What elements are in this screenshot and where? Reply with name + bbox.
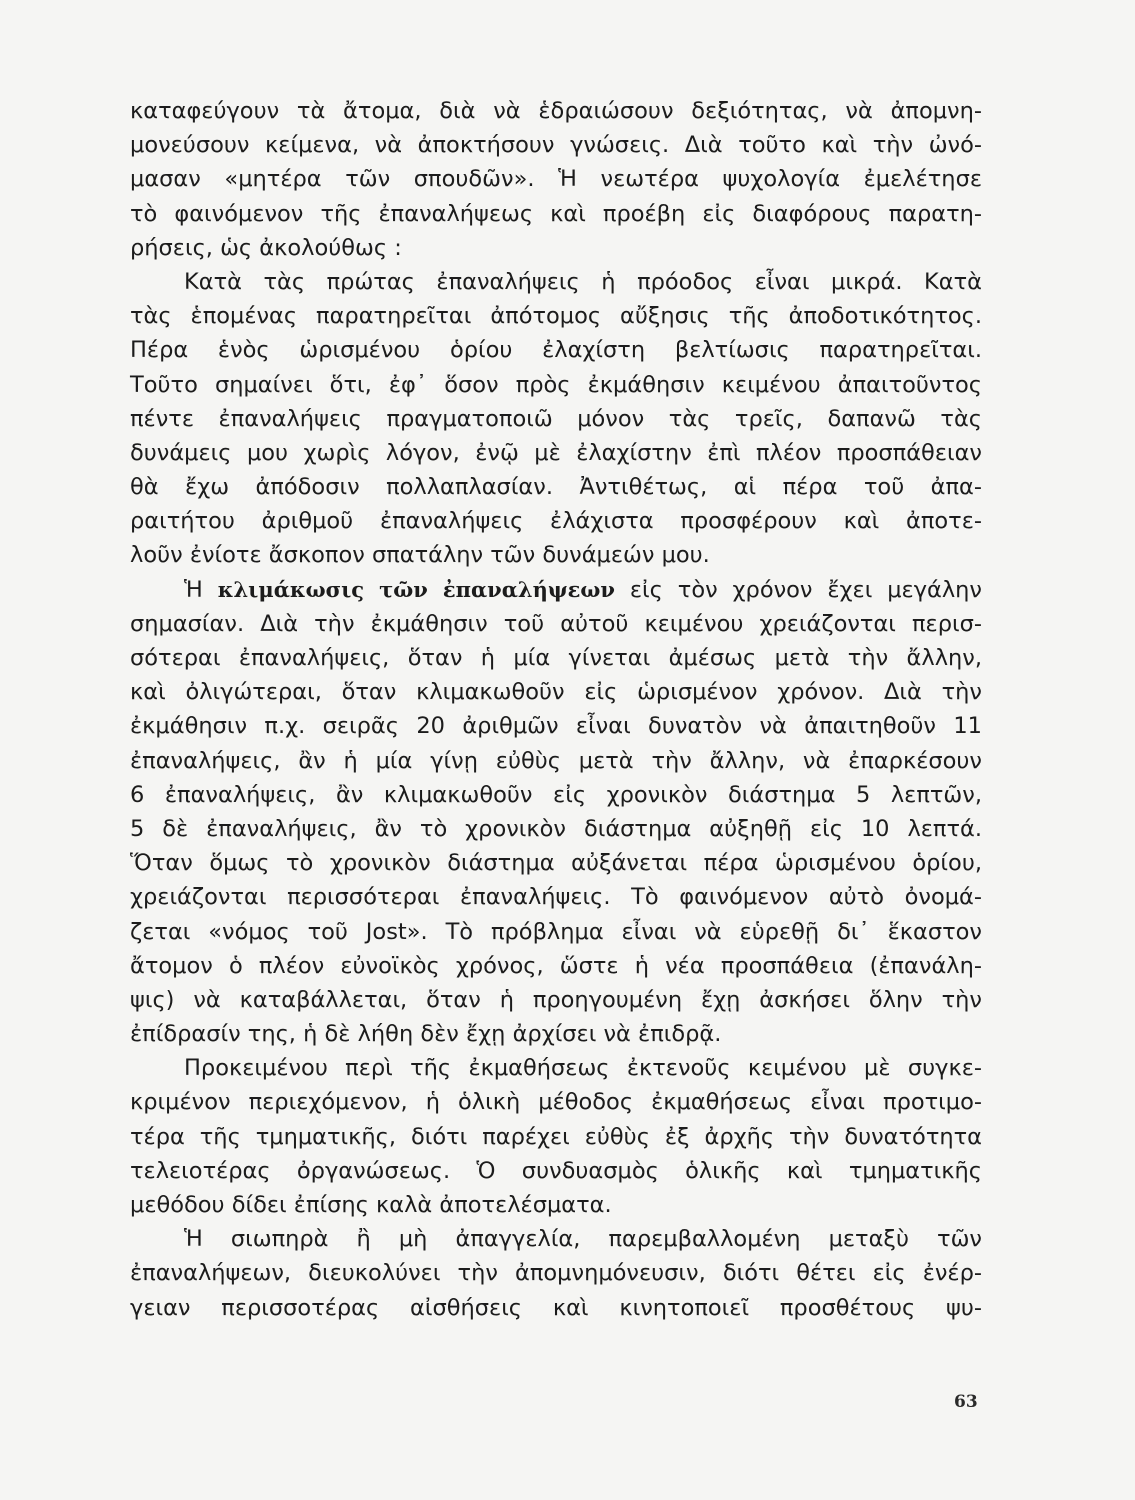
text-line: δυνάμεις μου χωρὶς λόγον, ἐνῷ μὲ ἐλαχίστην ἐπὶ πλέον προσπάθειαν [130, 439, 982, 466]
text-line: ρήσεις, ὡς ἀκολούθως : [130, 234, 402, 261]
text-line: ἐκμάθησιν π.χ. σειρᾶς 20 ἀριθμῶν εἶναι δυνατὸν νὰ ἀπαιτηθοῦν 11 [130, 713, 982, 740]
text-line: θὰ ἔχω ἀπόδοσιν πολλαπλασίαν. Ἀντιθέτως, αἱ πέρα τοῦ ἀπα- [130, 474, 982, 501]
text-line: 5 δὲ ἐπαναλήψεις, ἂν τὸ χρονικὸν διάστημα αὐξηθῇ εἰς 10 λεπτά. [130, 815, 982, 842]
text-line: σημασίαν. Διὰ τὴν ἐκμάθησιν τοῦ αὐτοῦ κειμένου χρειάζονται περισ- [130, 610, 982, 637]
text-line: λοῦν ἐνίοτε ἄσκοπον σπατάλην τῶν δυνάμεών μου. [130, 542, 710, 569]
text-line: γειαν περισσοτέρας αἰσθήσεις καὶ κινητοποιεῖ προσθέτους ψυ- [130, 1294, 982, 1321]
text-line: κριμένον περιεχόμενον, ἡ ὁλικὴ μέθοδος ἐκμαθήσεως εἶναι προτιμο- [130, 1089, 982, 1116]
text-line: μεθόδου δίδει ἐπίσης καλὰ ἀποτελέσματα. [130, 1192, 612, 1218]
text-line: πέντε ἐπαναλήψεις πραγματοποιῶ μόνον τὰς τρεῖς, δαπανῶ τὰς [130, 405, 982, 432]
text-line: μονεύσουν κείμενα, νὰ ἀποκτήσουν γνώσεις. Διὰ τοῦτο καὶ τὴν ὠνό- [130, 132, 982, 159]
text-line: Ὅταν ὅμως τὸ χρονικὸν διάστημα αὐξάνεται πέρα ὡρισμένου ὁρίου, [130, 850, 982, 877]
text-line: 6 ἐπαναλήψεις, ἂν κλιμακωθοῦν εἰς χρονικὸν διάστημα 5 λεπτῶν, [130, 781, 982, 808]
text-line: Τοῦτο σημαίνει ὅτι, ἐφ᾽ ὅσον πρὸς ἐκμάθησιν κειμένου ἀπαιτοῦντος [130, 371, 982, 398]
text-line: ἐπαναλήψεων, διευκολύνει τὴν ἀπομνημόνευσιν, διότι θέτει εἰς ἐνέρ- [130, 1260, 982, 1287]
text-line: Πέρα ἑνὸς ὡρισμένου ὁρίου ἐλαχίστη βελτίωσις παρατηρεῖται. [130, 337, 982, 364]
text-line: μασαν «μητέρα τῶν σπουδῶν». Ἡ νεωτέρα ψυχολογία ἐμελέτησε [130, 166, 982, 193]
text-line: σότεραι ἐπαναλήψεις, ὅταν ἡ μία γίνεται ἀμέσως μετὰ τὴν ἄλλην, [130, 645, 982, 671]
text-line: χρειάζονται περισσότεραι ἐπαναλήψεις. Τὸ φαινόμενον αὐτὸ ὀνομά- [130, 884, 982, 911]
text-line: Προκειμένου περὶ τῆς ἐκμαθήσεως ἐκτενοῦς κειμένου μὲ συγκε- [184, 1055, 982, 1082]
text-line: τὸ φαινόμενον τῆς ἐπαναλήψεως καὶ προέβη εἰς διαφόρους παρατη- [130, 200, 982, 227]
text-line: τελειοτέρας ὀργανώσεως. Ὁ συνδυασμὸς ὁλικῆς καὶ τμηματικῆς [130, 1157, 982, 1184]
text-line: ζεται «νόμος τοῦ Jost». Τὸ πρόβλημα εἶναι νὰ εὑρεθῇ δι᾽ ἕκαστον [130, 918, 982, 945]
text-line [130, 573, 982, 607]
body-text [130, 94, 982, 1325]
text-line: ἐπαναλήψεις, ἂν ἡ μία γίνῃ εὐθὺς μετὰ τὴν ἄλλην, νὰ ἐπαρκέσουν [130, 747, 982, 774]
text-line: τέρα τῆς τμηματικῆς, διότι παρέχει εὐθὺς ἐξ ἀρχῆς τὴν δυνατότητα [130, 1123, 982, 1150]
text-line: τὰς ἑπομένας παρατηρεῖται ἀπότομος αὔξησις τῆς ἀποδοτικότητος. [130, 303, 982, 330]
text-line: ψις) νὰ καταβάλλεται, ὅταν ἡ προηγουμένη ἔχῃ ἀσκήσει ὅλην τὴν [130, 986, 982, 1013]
text-line: Ἡ σιωπηρὰ ἢ μὴ ἀπαγγελία, παρεμβαλλομένη μεταξὺ τῶν [184, 1226, 982, 1253]
page-number: 63 [954, 1392, 978, 1412]
emphasized-term: κλιμάκωσις τῶν ἐπαναλήψεων [217, 576, 615, 602]
text-line: ἐπίδρασίν της, ἡ δὲ λήθη δὲν ἔχῃ ἀρχίσει νὰ ἐπιδρᾷ. [130, 1021, 722, 1048]
text-line: ἄτομον ὁ πλέον εὐνοϊκὸς χρόνος, ὥστε ἡ νέα προσπάθεια (ἐπανάλη- [130, 952, 982, 979]
text-line: καὶ ὀλιγώτεραι, ὅταν κλιμακωθοῦν εἰς ὡρισμένον χρόνον. Διὰ τὴν [130, 679, 982, 706]
text-line: καταφεύγουν τὰ ἄτομα, διὰ νὰ ἑδραιώσουν δεξιότητας, νὰ ἀπομνη- [130, 98, 982, 124]
text-line: Κατὰ τὰς πρώτας ἐπαναλήψεις ἡ πρόοδος εἶναι μικρά. Κατὰ [184, 268, 982, 295]
text-line: ραιτήτου ἀριθμοῦ ἐπαναλήψεις ἐλάχιστα προσφέρουν καὶ ἀποτε- [130, 508, 982, 535]
line-rest: εἰς τὸν χρόνον ἔχει μεγάλην [629, 576, 983, 603]
paragraph-start: Ἡ [184, 576, 203, 603]
